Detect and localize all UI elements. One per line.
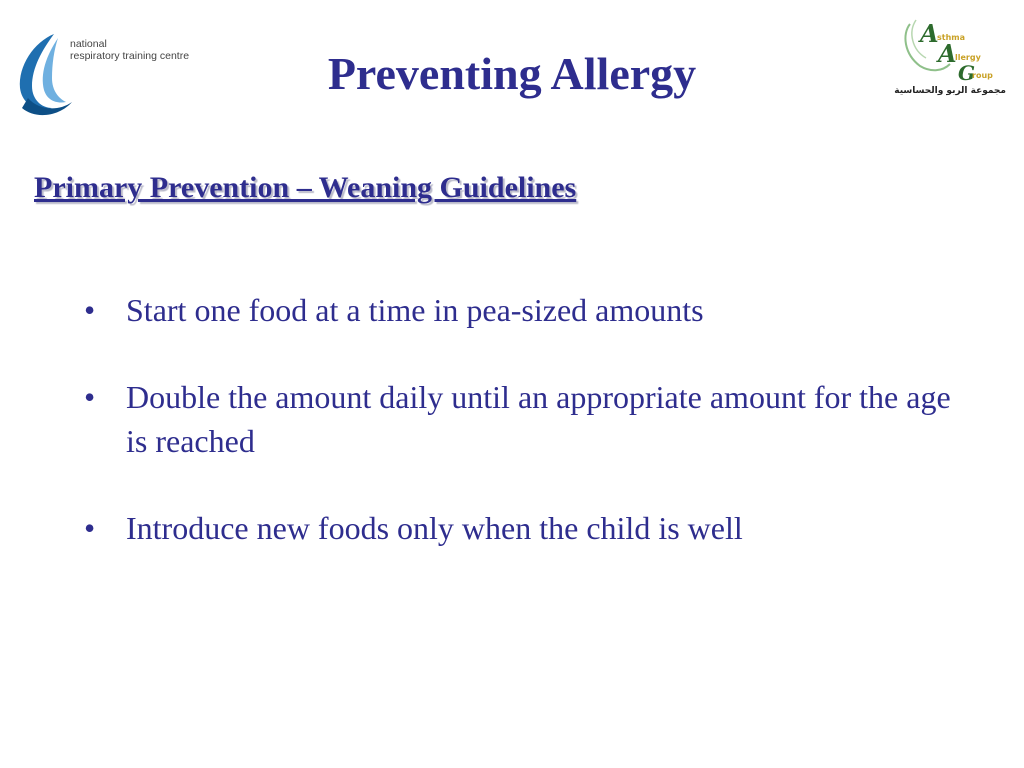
svg-text:A: A <box>920 19 939 48</box>
logo-line-2: respiratory training centre <box>70 50 190 62</box>
svg-text:sthma: sthma <box>937 33 966 42</box>
logo-arabic-text: مجموعة الربو والحساسية <box>894 86 1006 96</box>
slide-title: Preventing Allergy <box>327 48 697 99</box>
bullet-glyph: • <box>84 510 96 546</box>
bullet-text: Introduce new foods only when the child is well <box>126 510 743 546</box>
slide-subtitle: Primary Prevention – Weaning Guidelines <box>34 171 577 204</box>
svg-text:roup: roup <box>972 71 993 80</box>
svg-text:G: G <box>958 61 976 85</box>
bullet-item <box>84 506 964 550</box>
svg-text:llergy: llergy <box>955 53 981 62</box>
logo-line-1: national <box>70 38 107 50</box>
bullet-glyph: • <box>84 292 96 328</box>
svg-text:A: A <box>938 39 957 68</box>
bullet-list <box>84 288 964 593</box>
bullet-item <box>84 375 964 463</box>
bullet-text: Start one food at a time in pea-sized amounts <box>126 292 704 328</box>
bullet-text: Double the amount daily until an appropriate amount for the age is reached <box>126 379 951 459</box>
bullet-item <box>84 288 964 332</box>
bullet-glyph: • <box>84 379 96 415</box>
